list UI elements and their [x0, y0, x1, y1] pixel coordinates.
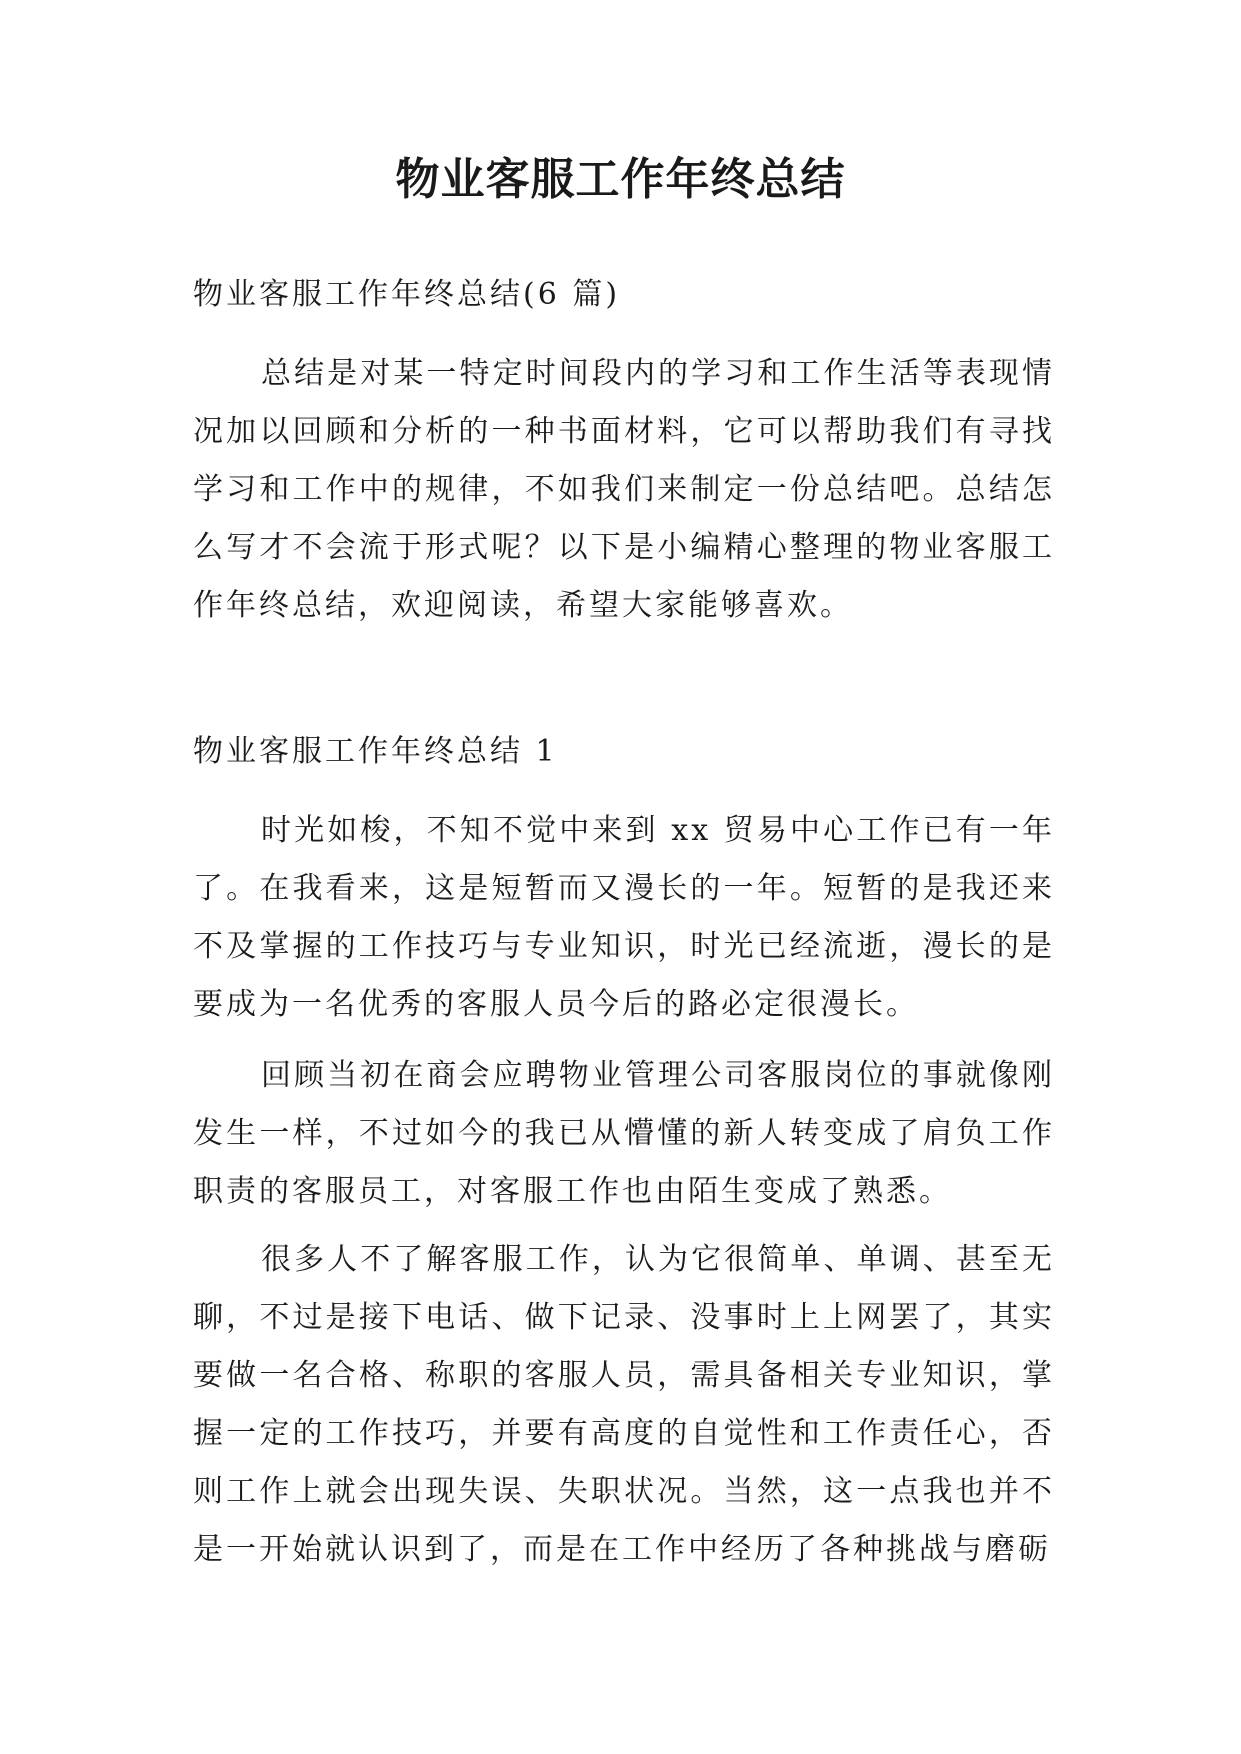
section-1-paragraph-2: 回顾当初在商会应聘物业管理公司客服岗位的事就像刚发生一样，不过如今的我已从懵懂的新人转变成了肩负工作职责的客服员工，对客服工作也由陌生变成了熟悉。 — [193, 1058, 1055, 1209]
intro-paragraph: 总结是对某一特定时间段内的学习和工作生活等表现情况加以回顾和分析的一种书面材料，它可以帮助我们有寻找学习和工作中的规律，不如我们来制定一份总结吧。总结怎么写才不会流于形式呢？以下是小编精心整理的物业客服工作年终总结，欢迎阅读，希望大家能够喜欢。 — [193, 356, 1055, 623]
document-title: 物业客服工作年终总结 — [395, 154, 846, 205]
intro-heading: 物业客服工作年终总结(6 篇) — [193, 277, 621, 312]
section-1-paragraph-3: 很多人不了解客服工作，认为它很简单、单调、甚至无聊，不过是接下电话、做下记录、没事时上上网罢了，其实要做一名合格、称职的客服人员，需具备相关专业知识，掌握一定的工作技巧，并要有高度的自觉性和工作责任心，否则工作上就会出现失误、失职状况。当然，这一点我也并不是一开始就认识到了，而是在工作中经历了各种挑战与磨砺 — [193, 1242, 1055, 1567]
section-1-heading: 物业客服工作年终总结 1 — [193, 734, 558, 769]
section-1-paragraph-1: 时光如梭，不知不觉中来到 xx 贸易中心工作已有一年了。在我看来，这是短暂而又漫长的一年。短暂的是我还来不及掌握的工作技巧与专业知识，时光已经流逝，漫长的是要成为一名优秀的客服人员今后的路必定很漫长。 — [193, 813, 1055, 1022]
